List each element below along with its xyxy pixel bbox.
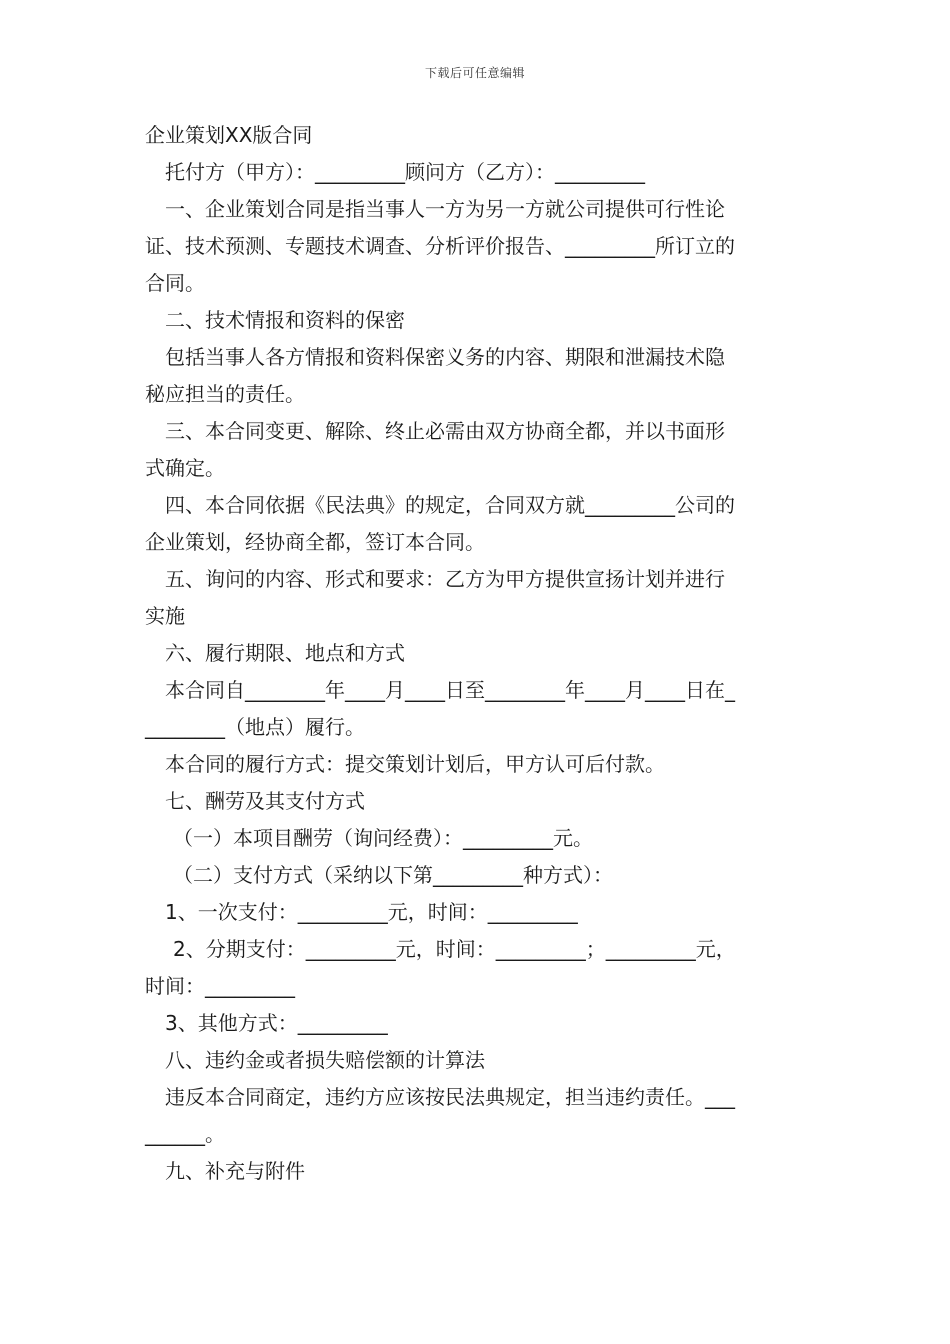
clause-9-heading: 九、补充与附件 (165, 1159, 305, 1183)
payment-option-2-line-2: 时间：_________ (145, 974, 295, 998)
clause-2-line-2: 秘应担当的责任。 (145, 382, 305, 406)
clause-4-line-2: 企业策划，经协商全都，签订本合同。 (145, 530, 485, 554)
parties-line: 托付方（甲方）：_________顾问方（乙方）：_________ (165, 160, 645, 184)
clause-6-term-line-1: 本合同自________年____月____日至________年____月____日在_ (165, 678, 735, 702)
clause-7-fee-line: （一）本项目酬劳（询问经费）：_________元。 (173, 826, 593, 850)
clause-1-line-1: 一、企业策划合同是指当事人一方为另一方就公司提供可行性论 (165, 197, 725, 221)
payment-option-3-line: 3、其他方式：_________ (165, 1011, 388, 1035)
clause-5-line-1: 五、询问的内容、形式和要求：乙方为甲方提供宣扬计划并进行 (165, 567, 725, 591)
clause-2-line-1: 包括当事人各方情报和资料保密义务的内容、期限和泄漏技术隐 (165, 345, 725, 369)
clause-2-heading: 二、技术情报和资料的保密 (165, 308, 405, 332)
clause-3-line-2: 式确定。 (145, 456, 225, 480)
clause-6-heading: 六、履行期限、地点和方式 (165, 641, 405, 665)
contract-body (145, 117, 810, 1190)
clause-7-payment-method-line: （二）支付方式（采纳以下第_________种方式）： (173, 863, 613, 887)
clause-6-term-line-2: ________（地点）履行。 (145, 715, 365, 739)
payment-option-2-line-1: 2、分期支付：_________元，时间：_________；_________元， (173, 937, 736, 961)
clause-4-line-1: 四、本合同依据《民法典》的规定，合同双方就_________公司的 (165, 493, 735, 517)
document-title: 企业策划XX版合同 (145, 123, 313, 147)
clause-8-line-1: 违反本合同商定，违约方应该按民法典规定，担当违约责任。___ (165, 1085, 735, 1109)
page-header-note: 下载后可任意编辑 (424, 66, 525, 80)
clause-7-heading: 七、酬劳及其支付方式 (165, 789, 365, 813)
clause-8-heading: 八、违约金或者损失赔偿额的计算法 (165, 1048, 485, 1072)
clause-8-line-2: ______。 (145, 1122, 225, 1146)
clause-1-line-3: 合同。 (145, 271, 205, 295)
clause-1-line-2: 证、技术预测、专题技术调查、分析评价报告、_________所订立的 (145, 234, 735, 258)
payment-option-1-line: 1、一次支付：_________元，时间：_________ (165, 900, 578, 924)
clause-6-method-line: 本合同的履行方式：提交策划计划后，甲方认可后付款。 (165, 752, 665, 776)
clause-3-line-1: 三、本合同变更、解除、终止必需由双方协商全都，并以书面形 (165, 419, 725, 443)
clause-5-line-2: 实施 (145, 604, 185, 628)
